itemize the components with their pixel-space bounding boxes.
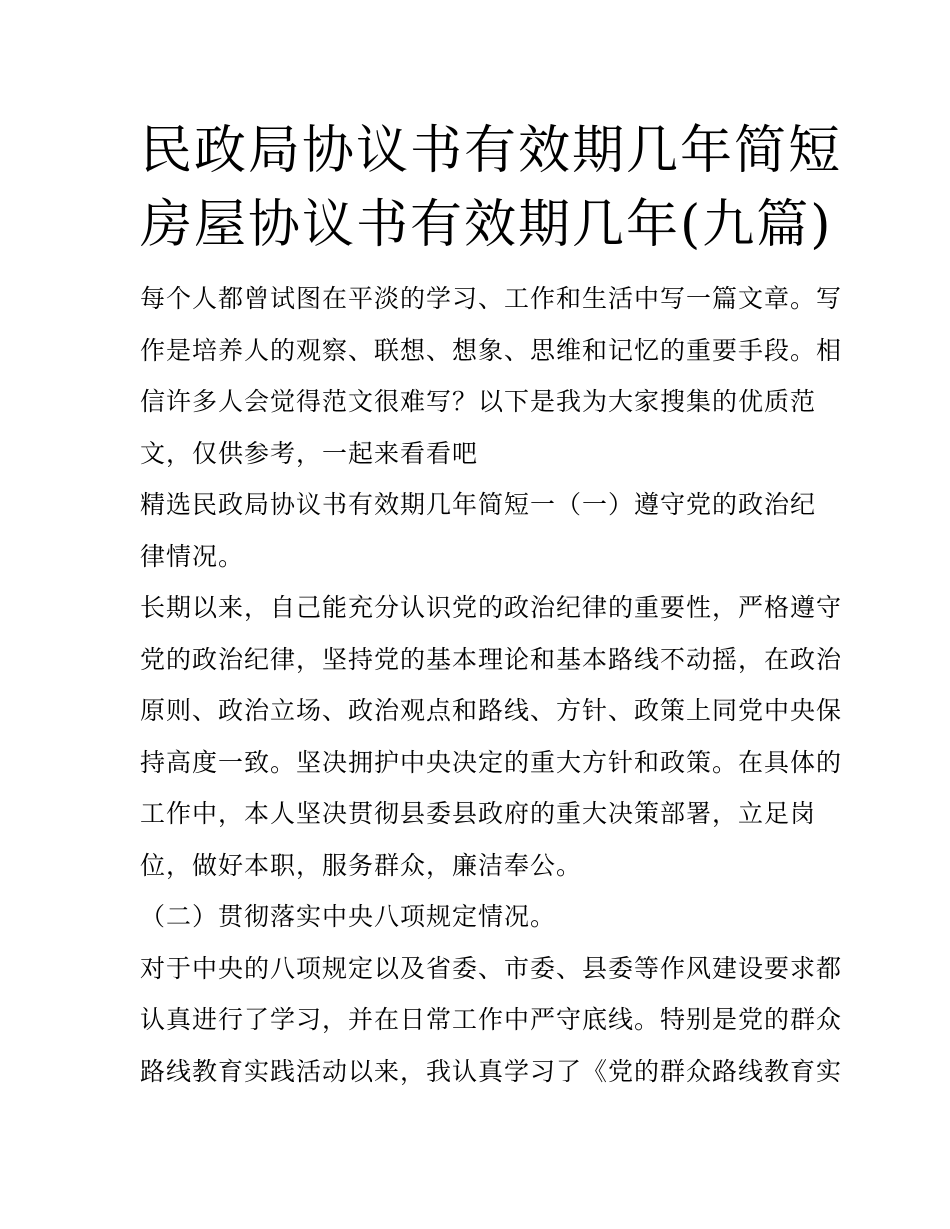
text-line: 党的政治纪律，坚持党的基本理论和基本路线不动摇，在政治 [140, 644, 843, 674]
document-body [140, 273, 843, 1097]
text-line: 路线教育实践活动以来，我认真学习了《党的群众路线教育实 [140, 1056, 843, 1086]
text-line: 原则、政治立场、政治观点和路线、方针、政策上同党中央保 [140, 696, 843, 725]
section-heading-paragraph [140, 479, 820, 582]
text-line: 作是培养人的观察、联想、想象、思维和记忆的重要手段。相 [140, 335, 843, 365]
text-line: （二）贯彻落实中央八项规定情况。 [140, 902, 557, 931]
eight-regulations-paragraph [140, 943, 843, 1098]
text-line: 每个人都曾试图在平淡的学习、工作和生活中写一篇文章。写 [140, 284, 843, 313]
intro-paragraph [140, 273, 843, 479]
text-line: 律情况。 [140, 541, 245, 571]
title-line: 房屋协议书有效期几年(九篇) [140, 195, 833, 255]
text-line: 持高度一致。坚决拥护中央决定的重大方针和政策。在具体的 [140, 747, 843, 777]
text-line: 文，仅供参考，一起来看看吧 [140, 438, 479, 468]
text-line: 精选民政局协议书有效期几年简短一（一）遵守党的政治纪 [140, 490, 817, 519]
subsection-heading-paragraph [140, 891, 820, 943]
text-line: 对于中央的八项规定以及省委、市委、县委等作风建设要求都 [140, 953, 843, 983]
text-line: 认真进行了学习，并在日常工作中严守底线。特别是党的群众 [140, 1005, 843, 1034]
text-line: 长期以来，自己能充分认识党的政治纪律的重要性，严格遵守 [140, 593, 843, 622]
political-discipline-paragraph [140, 582, 843, 891]
document-title [140, 114, 843, 262]
text-line: 工作中，本人坚决贯彻县委县政府的重大决策部署，立足岗 [140, 799, 817, 828]
text-line: 信许多人会觉得范文很难写？以下是我为大家搜集的优质范 [140, 387, 817, 416]
title-line: 民政局协议书有效期几年简短 [140, 121, 843, 181]
text-line: 位，做好本职，服务群众，廉洁奉公。 [140, 850, 583, 880]
